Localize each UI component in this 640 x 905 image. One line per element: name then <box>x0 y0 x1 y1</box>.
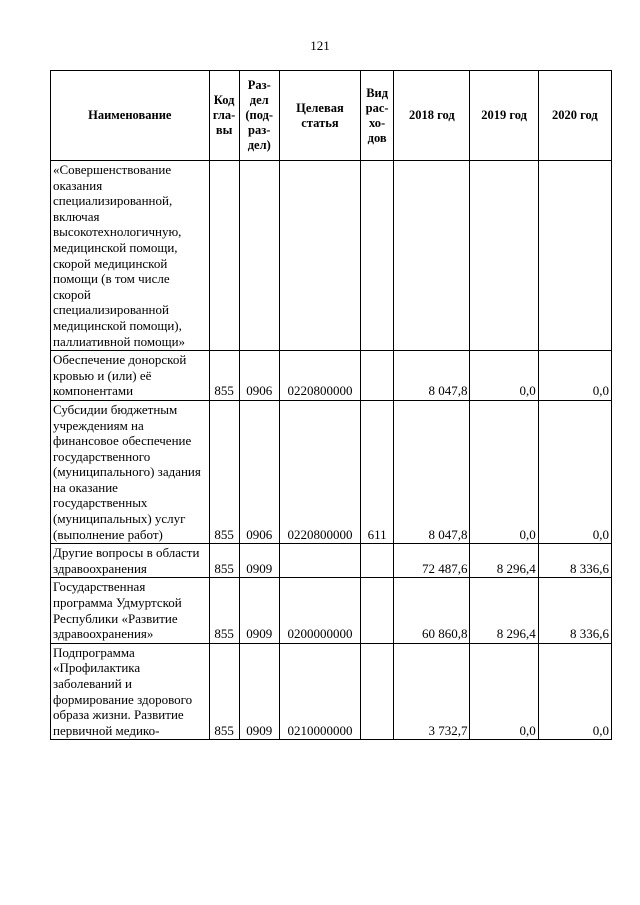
table-row <box>51 161 612 351</box>
table-row <box>51 400 612 543</box>
cell-2020: 8 336,6 <box>538 578 611 643</box>
cell-2020: 8 336,6 <box>538 544 611 578</box>
header-target-article: Целевая статья <box>279 71 360 161</box>
page-number: 121 <box>310 38 330 53</box>
header-2019: 2019 год <box>470 71 538 161</box>
cell-section: 0909 <box>239 643 279 740</box>
header-2020: 2020 год <box>538 71 611 161</box>
cell-expense-type <box>361 351 394 401</box>
cell-target-article <box>279 544 360 578</box>
header-section: Раз-дел (под-раз-дел) <box>239 71 279 161</box>
header-name: Наименование <box>51 71 210 161</box>
cell-expense-type: 611 <box>361 400 394 543</box>
header-expense-type: Вид рас-хо-дов <box>361 71 394 161</box>
cell-name: Другие вопросы в области здравоохранения <box>51 544 210 578</box>
cell-2020: 0,0 <box>538 400 611 543</box>
cell-2018: 60 860,8 <box>394 578 470 643</box>
cell-2019: 0,0 <box>470 400 538 543</box>
cell-chapter-code: 855 <box>209 544 239 578</box>
table-row <box>51 351 612 401</box>
cell-name: Обеспечение донорской кровью и (или) её компонентами <box>51 351 210 401</box>
cell-2018 <box>394 161 470 351</box>
budget-table <box>50 70 612 740</box>
cell-target-article: 0220800000 <box>279 351 360 401</box>
cell-2019: 0,0 <box>470 351 538 401</box>
cell-name: «Совершенствование оказания специализированной, включая высокотехнологичную, медицинской помощи, скорой медицинской помощи (в том числе скорой специализированной медицинской помощи), паллиативной помощи» <box>51 161 210 351</box>
cell-name: Подпрограмма «Профилактика заболеваний и формирование здорового образа жизни. Развитие первичной медико- <box>51 643 210 740</box>
cell-chapter-code: 855 <box>209 643 239 740</box>
cell-target-article <box>279 161 360 351</box>
cell-section <box>239 161 279 351</box>
cell-2019: 8 296,4 <box>470 544 538 578</box>
cell-name: Субсидии бюджетным учреждениям на финансовое обеспечение государственного (муниципального) задания на оказание государственных (муниципальных) услуг (выполнение работ) <box>51 400 210 543</box>
cell-chapter-code: 855 <box>209 400 239 543</box>
cell-2019: 0,0 <box>470 643 538 740</box>
table-row <box>51 643 612 740</box>
cell-2018: 8 047,8 <box>394 351 470 401</box>
cell-name: Государственная программа Удмуртской Республики «Развитие здравоохранения» <box>51 578 210 643</box>
cell-expense-type <box>361 578 394 643</box>
cell-2018: 8 047,8 <box>394 400 470 543</box>
cell-2020: 0,0 <box>538 643 611 740</box>
cell-expense-type <box>361 544 394 578</box>
header-row <box>51 71 612 161</box>
cell-2018: 72 487,6 <box>394 544 470 578</box>
header-2018: 2018 год <box>394 71 470 161</box>
table-row <box>51 578 612 643</box>
cell-chapter-code: 855 <box>209 351 239 401</box>
cell-section: 0906 <box>239 351 279 401</box>
cell-target-article: 0200000000 <box>279 578 360 643</box>
cell-chapter-code <box>209 161 239 351</box>
table-row <box>51 544 612 578</box>
cell-2020: 0,0 <box>538 351 611 401</box>
cell-section: 0909 <box>239 544 279 578</box>
cell-expense-type <box>361 643 394 740</box>
cell-chapter-code: 855 <box>209 578 239 643</box>
cell-expense-type <box>361 161 394 351</box>
cell-2020 <box>538 161 611 351</box>
cell-section: 0906 <box>239 400 279 543</box>
cell-2018: 3 732,7 <box>394 643 470 740</box>
header-chapter-code: Код гла-вы <box>209 71 239 161</box>
cell-target-article: 0220800000 <box>279 400 360 543</box>
cell-section: 0909 <box>239 578 279 643</box>
cell-target-article: 0210000000 <box>279 643 360 740</box>
cell-2019 <box>470 161 538 351</box>
cell-2019: 8 296,4 <box>470 578 538 643</box>
